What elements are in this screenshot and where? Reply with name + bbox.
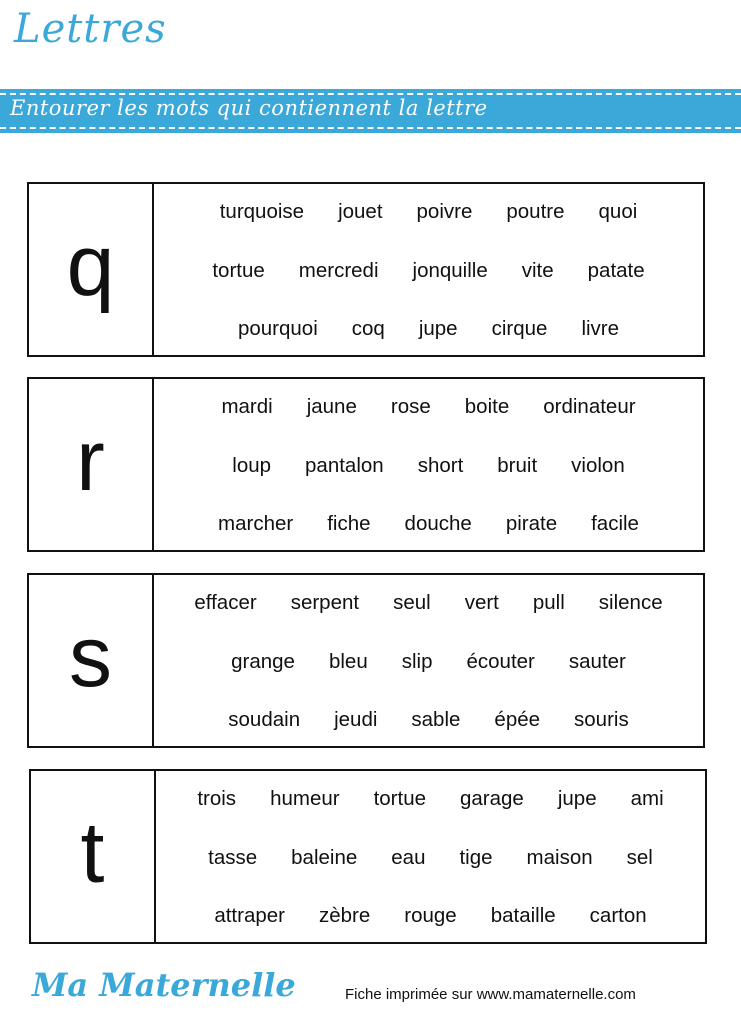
word-item[interactable]: sel [626,845,653,869]
word-item[interactable]: vite [521,258,554,282]
word-item[interactable]: eau [391,845,426,869]
word-row [160,512,697,536]
word-item[interactable]: turquoise [219,200,305,223]
word-item[interactable]: tortue [212,258,265,282]
word-item[interactable]: attraper [214,904,285,927]
word-row [160,395,697,419]
word-item[interactable]: poivre [416,200,473,223]
word-item[interactable]: tasse [208,845,258,869]
word-row [160,650,697,674]
word-item[interactable]: baleine [291,845,358,869]
word-item[interactable]: fiche [327,512,371,535]
word-item[interactable]: silence [598,591,663,614]
target-letter: s [29,575,154,746]
word-item[interactable]: effacer [194,591,257,614]
word-item[interactable]: jupe [557,787,597,810]
word-row [160,708,697,732]
word-grid [156,771,705,942]
word-item[interactable]: jeudi [334,708,378,731]
word-item[interactable]: pirate [505,512,558,535]
banner-bottom-stitch [0,127,741,129]
word-item[interactable]: boite [464,395,510,418]
word-row [160,259,697,283]
word-item[interactable]: poutre [506,200,565,223]
footer-note: Fiche imprimée sur www.mamaternelle.com [345,986,636,1003]
word-row [160,317,697,341]
word-item[interactable]: écouter [466,649,535,673]
word-item[interactable]: jupe [418,317,458,340]
word-item[interactable]: douche [404,512,472,535]
word-item[interactable]: humeur [270,787,340,810]
word-item[interactable]: jouet [338,200,383,223]
instruction-text: Entourer les mots qui contiennent la lettre [10,96,488,120]
exercise-box-s [27,573,705,748]
word-item[interactable]: coq [351,317,385,340]
word-item[interactable]: épée [494,708,541,731]
word-item[interactable]: jonquille [412,258,488,282]
word-item[interactable]: ordinateur [543,395,636,418]
word-item[interactable]: bataille [490,904,556,927]
word-item[interactable]: patate [587,258,645,282]
word-item[interactable]: pourquoi [237,317,318,340]
word-item[interactable]: loup [232,453,272,477]
word-item[interactable]: sauter [568,649,626,673]
word-grid [154,575,703,746]
word-item[interactable]: pantalon [305,453,384,477]
word-item[interactable]: pull [532,591,565,614]
word-grid [154,379,703,550]
word-item[interactable]: rose [390,395,431,418]
word-item[interactable]: bruit [497,453,538,477]
page-title: Lettres [14,6,167,52]
brand-logo: Ma Maternelle [32,966,296,1004]
word-item[interactable]: bleu [328,649,368,673]
word-item[interactable]: soudain [228,708,301,731]
word-item[interactable]: violon [571,453,625,477]
word-item[interactable]: souris [574,708,629,731]
word-row [162,787,699,811]
word-item[interactable]: maison [526,845,593,869]
word-item[interactable]: sable [411,708,461,731]
word-row [162,846,699,870]
word-item[interactable]: ami [630,787,664,810]
word-item[interactable]: grange [231,649,295,673]
word-item[interactable]: rouge [404,904,457,927]
word-item[interactable]: marcher [218,512,294,535]
word-item[interactable]: mardi [221,395,273,418]
word-item[interactable]: cirque [491,317,548,340]
word-row [160,200,697,224]
target-letter: q [29,184,154,355]
exercise-box-r [27,377,705,552]
word-item[interactable]: garage [460,787,524,810]
word-item[interactable]: facile [591,512,639,535]
word-item[interactable]: mercredi [298,258,379,282]
word-item[interactable]: short [417,453,464,477]
word-item[interactable]: trois [197,787,237,810]
word-item[interactable]: livre [581,317,620,340]
word-row [160,591,697,615]
word-grid [154,184,703,355]
word-item[interactable]: seul [393,591,431,614]
word-item[interactable]: carton [589,904,647,927]
word-row [160,454,697,478]
target-letter: t [31,771,156,942]
instruction-banner [0,89,741,133]
word-item[interactable]: serpent [290,591,360,614]
word-item[interactable]: tige [459,845,493,869]
exercise-box-q [27,182,705,357]
word-item[interactable]: vert [464,591,499,614]
word-item[interactable]: jaune [306,395,357,418]
target-letter: r [29,379,154,550]
word-item[interactable]: quoi [598,200,638,223]
banner-top-stitch [0,93,741,95]
word-item[interactable]: slip [401,649,433,673]
exercise-box-t [29,769,707,944]
word-row [162,904,699,928]
word-item[interactable]: tortue [373,787,426,810]
word-item[interactable]: zèbre [318,904,371,927]
